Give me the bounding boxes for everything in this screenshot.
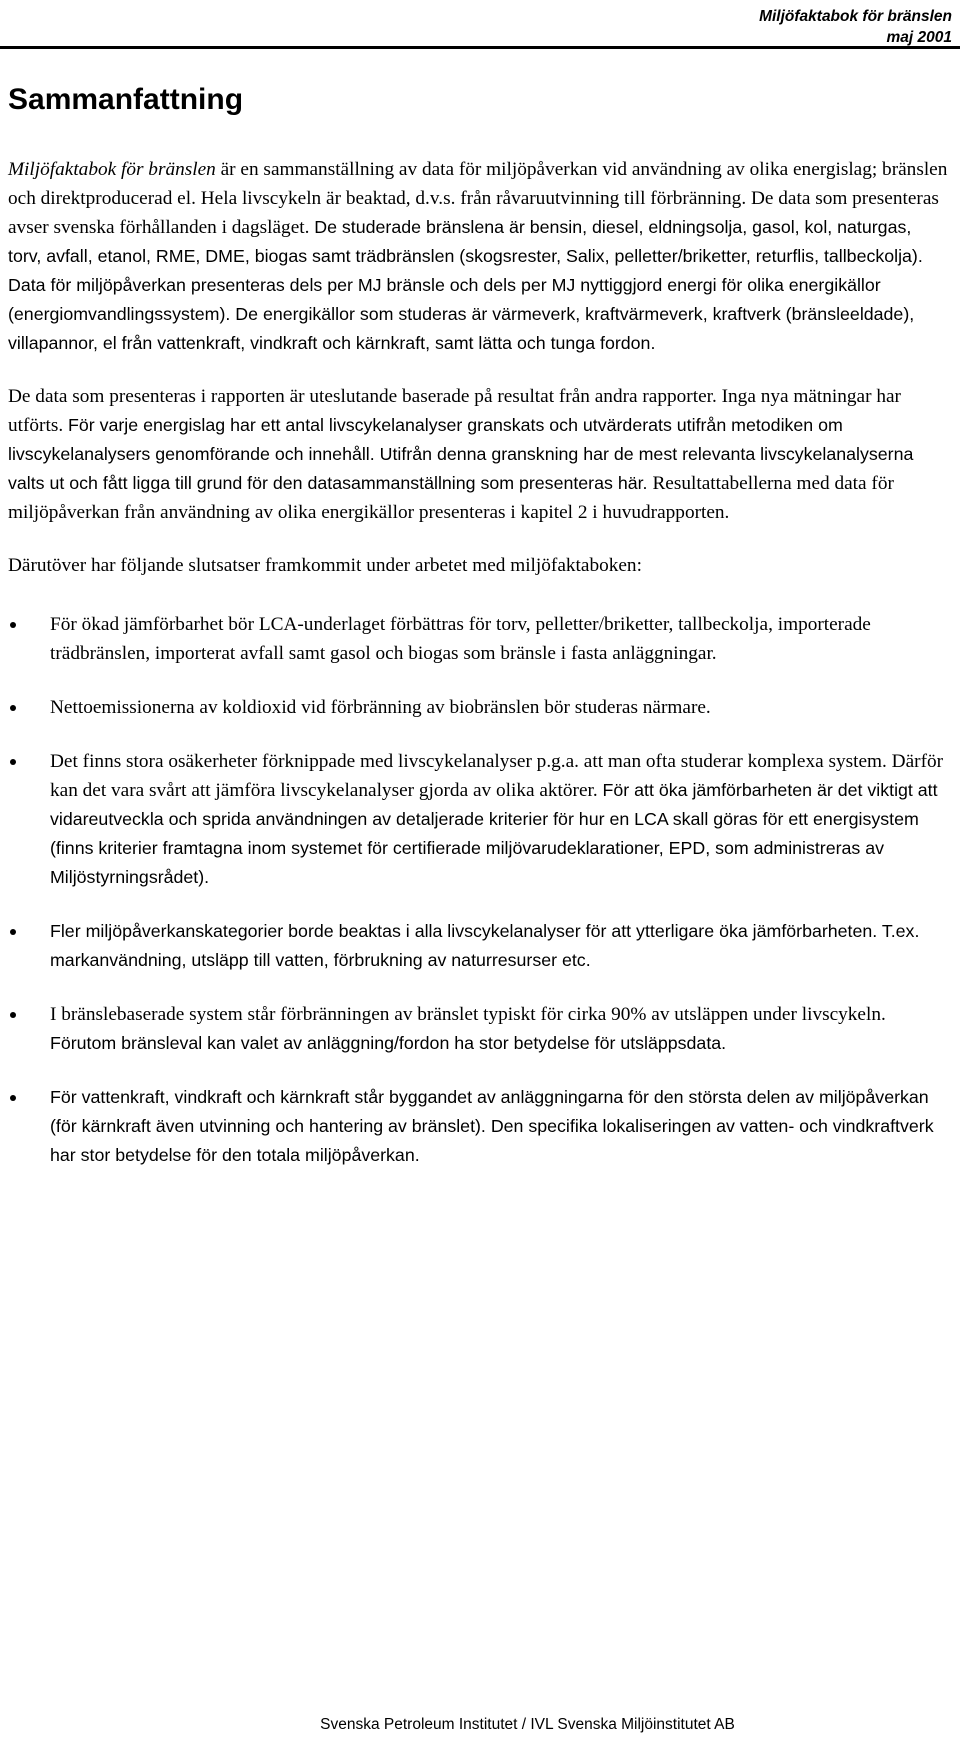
bullet-icon bbox=[10, 1012, 16, 1018]
method-text-2: För varje energislag har ett antal livscykelanalyser granskats och utvärderats utifrån metodiken om livscykelanalysers genomförande och innehåll. Utifrån denna granskning har de mest relevanta livscykelanalyserna valts ut och fått ligga till grund för den datasammanställning som presenteras här. bbox=[8, 415, 914, 493]
list-item-text-sans: För att öka jämförbarheten är det viktigt att vidareutveckla och sprida användningen av detaljerade kriterier för hur en LCA skall göras för ett energisystem (finns kriterier framtagna inom systemet för certifierade miljövarudeklarationer, EPD, som administreras av Miljöstyrningsrådet). bbox=[50, 780, 938, 887]
paragraph-conclusions-intro: Därutöver har följande slutsatser framkommit under arbetet med miljöfaktaboken: bbox=[8, 555, 642, 576]
page-footer bbox=[0, 1716, 960, 1734]
bullet-icon bbox=[10, 1095, 16, 1101]
bullet-icon bbox=[10, 929, 16, 935]
bullet-icon bbox=[10, 622, 16, 628]
intro-text-fuels: De studerade bränslena är bensin, diesel, eldningsolja, gasol, kol, naturgas, torv, avfall, etanol, RME, DME, biogas samt trädbränslen (skogsrester, Salix, pelletter/briketter, returflis, tallbeckolja). Data för miljöpåverkan presenteras dels per MJ bränsle och dels per MJ nyttiggjord energi för olika energikällor (energiomvandlingssystem). De energikällor som studeras är värmeverk, kraftvärmeverk, kraftverk (bränsleeldade), villapannor, el från vattenkraft, vindkraft och kärnkraft, samt lätta och tunga fordon. bbox=[8, 217, 923, 353]
document-body bbox=[8, 155, 948, 1195]
header-divider bbox=[0, 46, 960, 49]
list-item bbox=[8, 610, 948, 668]
bullet-icon bbox=[10, 705, 16, 711]
list-item-text: Nettoemissionerna av koldioxid vid förbränning av biobränslen bör studeras närmare. bbox=[50, 697, 711, 718]
header-date: maj 2001 bbox=[886, 29, 952, 46]
report-title-italic: Miljöfaktabok för bränslen bbox=[8, 159, 216, 180]
list-item-text: Det finns stora osäkerheter förknippade med livscykelanalyser p.g.a. att man ofta studerar komplexa system. Därför kan det vara svårt att jämföra livscykelanalyser gjorda av olika aktörer. bbox=[50, 751, 944, 801]
paragraph-intro bbox=[8, 155, 948, 358]
conclusions-list bbox=[8, 610, 948, 1170]
list-item bbox=[8, 693, 948, 722]
list-item-text: För ökad jämförbarhet bör LCA-underlaget förbättras för torv, pelletter/briketter, tallbeckolja, importerade trädbränslen, importerat avfall samt gasol och biogas som bränsle i fasta anläggningar. bbox=[50, 614, 871, 664]
list-item-text-sans: Förutom bränsleval kan valet av anläggning/fordon ha stor betydelse för utsläppsdata. bbox=[50, 1033, 727, 1053]
list-item-text-sans: För vattenkraft, vindkraft och kärnkraft står byggandet av anläggningarna för den största delen av miljöpåverkan (för kärnkraft även utvinning och hantering av bränslet). Den specifika lokaliseringen av vatten- och vindkraftverk har stor betydelse för den totala miljöpåverkan. bbox=[50, 1087, 934, 1165]
list-item-text: I bränslebaserade system står förbränningen av bränslet typiskt för cirka 90% av utsläppen under livscykeln. bbox=[50, 1004, 886, 1025]
page-title: Sammanfattning bbox=[8, 83, 244, 116]
method-text-3: Resultattabellerna med data för miljöpåverkan från användning av olika energikällor presenteras i kapitel 2 i huvudrapporten. bbox=[8, 473, 894, 523]
footer-text: Svenska Petroleum Institutet / IVL Svenska Miljöinstitutet AB bbox=[320, 1716, 735, 1733]
bullet-icon bbox=[10, 759, 16, 765]
list-item-text-sans: Fler miljöpåverkanskategorier borde beaktas i alla livscykelanalyser för att ytterligare öka jämförbarheten. T.ex. markanvändning, utsläpp till vatten, förbrukning av naturresurser etc. bbox=[50, 921, 920, 970]
paragraph-method bbox=[8, 382, 948, 527]
page-header bbox=[759, 6, 952, 48]
header-doc-title: Miljöfaktabok för bränslen bbox=[759, 8, 952, 25]
list-item bbox=[8, 1083, 948, 1170]
method-text-1: De data som presenteras i rapporten är uteslutande baserade på resultat från andra rapporter. Inga nya mätningar har utförts. bbox=[8, 386, 901, 436]
list-item bbox=[8, 747, 948, 892]
list-item bbox=[8, 917, 948, 975]
list-item bbox=[8, 1000, 948, 1058]
intro-text: är en sammanställning av data för miljöpåverkan vid användning av olika energislag; bränslen och direktproducerad el. Hela livscykeln är beaktad, d.v.s. från råvaruutvinning till förbränning. De data som presenteras avser svenska förhållanden i dagsläget. bbox=[8, 159, 948, 238]
